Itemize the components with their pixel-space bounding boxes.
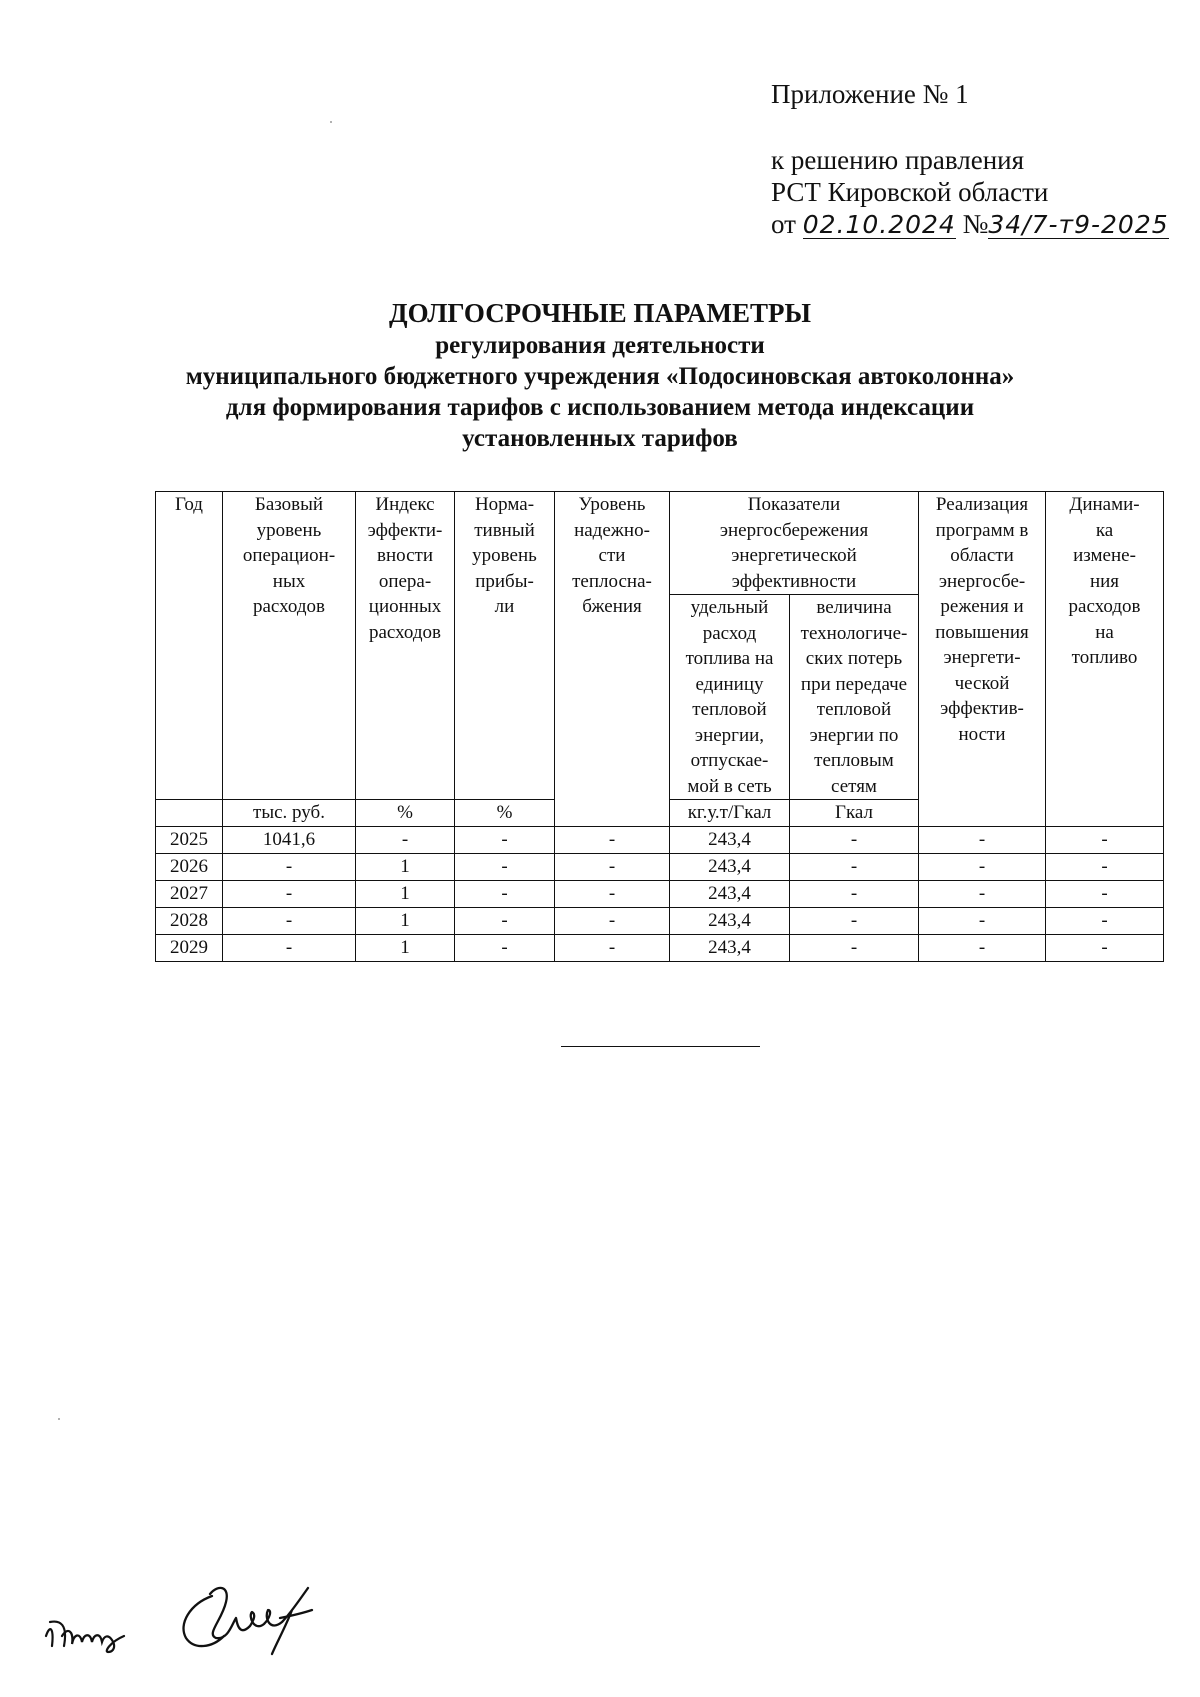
cell-dynamics: - xyxy=(1046,854,1164,881)
cell-base: - xyxy=(223,908,356,935)
header-base-cost: Базовый уровень операцион- ных расходов xyxy=(223,492,356,800)
table-row xyxy=(156,827,1164,854)
header-profit-level: Норма- тивный уровень прибы- ли xyxy=(455,492,555,800)
header-efficiency-index: Индекс эффекти- вности опера- ционных расходов xyxy=(356,492,455,800)
cell-profit: - xyxy=(455,908,555,935)
cell-profit: - xyxy=(455,854,555,881)
header-fuel-consumption: удельный расход топлива на единицу тепловой энергии, отпускае- мой в сеть xyxy=(670,595,790,800)
appendix-line-decision: к решению правления xyxy=(771,145,1025,175)
cell-programs: - xyxy=(919,854,1046,881)
number-prefix: № xyxy=(962,209,989,239)
cell-base: - xyxy=(223,935,356,962)
cell-base: - xyxy=(223,854,356,881)
cell-reliability: - xyxy=(555,854,670,881)
handwritten-number: 34/7-т9-2025 xyxy=(988,210,1169,239)
title-line-2: муниципального бюджетного учреждения «Подосиновская автоколонна» xyxy=(185,363,1015,390)
header-year: Год xyxy=(156,492,223,800)
cell-fuel: 243,4 xyxy=(670,908,790,935)
cell-losses: - xyxy=(790,935,919,962)
cell-index: 1 xyxy=(356,881,455,908)
title-line-1: регулирования деятельности xyxy=(435,332,765,359)
cell-index: 1 xyxy=(356,854,455,881)
parameters-table xyxy=(155,491,1164,962)
header-fuel-dynamics: Динами- ка измене- ния расходов на топливо xyxy=(1046,492,1164,827)
signature-main xyxy=(172,1574,334,1658)
table-row xyxy=(156,908,1164,935)
header-programs: Реализация программ в области энергосбе- режения и повышения энергети- ческой эффектив- ности xyxy=(919,492,1046,827)
unit-efficiency-index: % xyxy=(356,800,455,827)
cell-losses: - xyxy=(790,881,919,908)
table-row xyxy=(156,935,1164,962)
scan-speck xyxy=(58,1418,60,1420)
cell-dynamics: - xyxy=(1046,935,1164,962)
cell-index: - xyxy=(356,827,455,854)
cell-profit: - xyxy=(455,827,555,854)
cell-year: 2028 xyxy=(156,908,223,935)
scan-speck xyxy=(330,121,332,123)
unit-profit-level: % xyxy=(455,800,555,827)
cell-fuel: 243,4 xyxy=(670,854,790,881)
cell-fuel: 243,4 xyxy=(670,881,790,908)
cell-index: 1 xyxy=(356,935,455,962)
cell-profit: - xyxy=(455,881,555,908)
table-row xyxy=(156,881,1164,908)
cell-fuel: 243,4 xyxy=(670,935,790,962)
appendix-line-authority: РСТ Кировской области xyxy=(771,177,1049,207)
cell-base: 1041,6 xyxy=(223,827,356,854)
cell-reliability: - xyxy=(555,908,670,935)
cell-base: - xyxy=(223,881,356,908)
cell-reliability: - xyxy=(555,935,670,962)
cell-year: 2027 xyxy=(156,881,223,908)
table-body xyxy=(156,827,1164,962)
unit-year xyxy=(156,800,223,827)
cell-reliability: - xyxy=(555,881,670,908)
end-divider xyxy=(561,1046,760,1047)
header-energy-indicators: Показатели энергосбережения энергетической эффективности xyxy=(670,492,919,595)
header-heat-losses: величина технологиче- ских потерь при передаче тепловой энергии по тепловым сетям xyxy=(790,595,919,800)
cell-profit: - xyxy=(455,935,555,962)
cell-dynamics: - xyxy=(1046,827,1164,854)
cell-programs: - xyxy=(919,827,1046,854)
unit-heat-losses: Гкал xyxy=(790,800,919,827)
cell-losses: - xyxy=(790,854,919,881)
cell-index: 1 xyxy=(356,908,455,935)
cell-year: 2026 xyxy=(156,854,223,881)
unit-base-cost: тыс. руб. xyxy=(223,800,356,827)
cell-losses: - xyxy=(790,827,919,854)
cell-dynamics: - xyxy=(1046,908,1164,935)
cell-reliability: - xyxy=(555,827,670,854)
appendix-date-number-line xyxy=(771,208,1191,240)
document-title xyxy=(140,296,1060,454)
cell-programs: - xyxy=(919,935,1046,962)
handwritten-date: 02.10.2024 xyxy=(802,210,956,239)
appendix-title: Приложение № 1 xyxy=(771,79,969,109)
cell-programs: - xyxy=(919,881,1046,908)
table-row xyxy=(156,854,1164,881)
cell-year: 2029 xyxy=(156,935,223,962)
title-line-3: для формирования тарифов с использованием метода индексации xyxy=(225,394,975,421)
header-reliability: Уровень надежно- сти теплосна- бжения xyxy=(555,492,670,827)
cell-fuel: 243,4 xyxy=(670,827,790,854)
signature-initials xyxy=(38,1606,138,1656)
appendix-block xyxy=(771,78,1191,240)
title-main: ДОЛГОСРОЧНЫЕ ПАРАМЕТРЫ xyxy=(389,298,811,328)
title-line-4: установленных тарифов xyxy=(462,425,738,452)
date-prefix: от xyxy=(771,209,796,239)
cell-dynamics: - xyxy=(1046,881,1164,908)
cell-programs: - xyxy=(919,908,1046,935)
cell-year: 2025 xyxy=(156,827,223,854)
unit-fuel-consumption: кг.у.т/Гкал xyxy=(670,800,790,827)
cell-losses: - xyxy=(790,908,919,935)
